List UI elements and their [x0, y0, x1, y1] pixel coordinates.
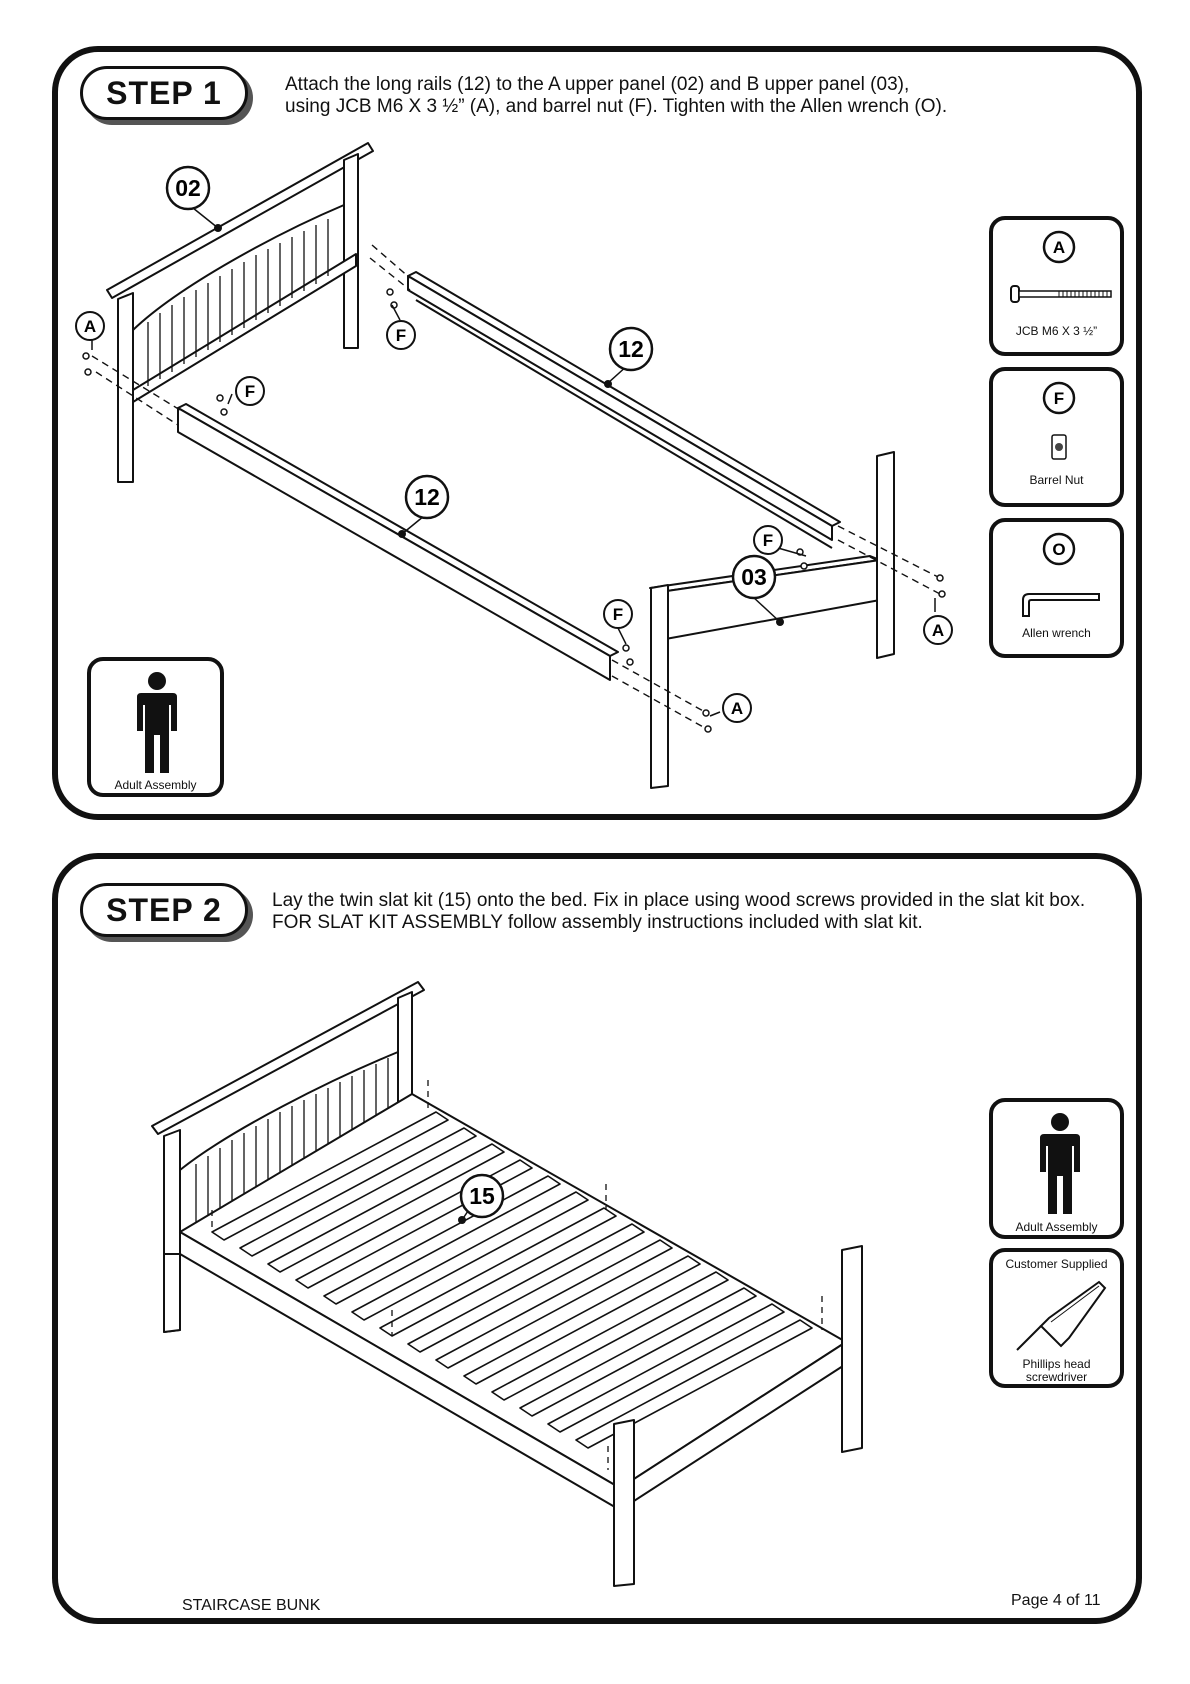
- adult-assembly-label: Adult Assembly: [1015, 1220, 1098, 1234]
- svg-text:F: F: [612, 605, 624, 624]
- svg-text:03: 03: [741, 564, 767, 590]
- svg-text:A: A: [83, 317, 97, 336]
- svg-text:A: A: [1052, 238, 1066, 257]
- svg-text:12: 12: [618, 336, 644, 362]
- customer-supplied-label: Customer Supplied: [1005, 1257, 1108, 1271]
- step2-instruction-line1: Lay the twin slat kit (15) onto the bed. Fix in place using wood screws provided in the slat kit box.: [272, 890, 1086, 911]
- callout-15: [458, 1172, 506, 1220]
- customer-supplied-tool-card: [989, 1248, 1124, 1388]
- svg-text:F: F: [1053, 389, 1065, 408]
- svg-text:A: A: [730, 699, 744, 718]
- step1-instruction-line2: using JCB M6 X 3 ½” (A), and barrel nut (F). Tighten with the Allen wrench (O).: [285, 96, 948, 117]
- svg-text:F: F: [244, 382, 256, 401]
- adult-assembly-label: Adult Assembly: [114, 778, 197, 792]
- screwdriver-icon: [1011, 1276, 1111, 1356]
- svg-text:O: O: [1052, 540, 1066, 559]
- allen-wrench-label: Allen wrench: [1022, 626, 1091, 640]
- step2-instruction-line2: FOR SLAT KIT ASSEMBLY follow assembly instructions included with slat kit.: [272, 912, 923, 933]
- phillips-screwdriver-label: [993, 1358, 1120, 1384]
- svg-text:F: F: [762, 531, 774, 550]
- barrel-nut-label: Barrel Nut: [1029, 473, 1084, 487]
- product-name: STAIRCASE BUNK: [182, 1597, 321, 1614]
- adult-assembly-badge-step2: [989, 1098, 1124, 1239]
- phillips-label-line2: screwdriver: [1025, 1370, 1088, 1384]
- step1-instruction-line1: Attach the long rails (12) to the A upper panel (02) and B upper panel (03),: [285, 74, 910, 95]
- svg-text:12: 12: [414, 484, 440, 510]
- phillips-label-line1: Phillips head: [1022, 1357, 1091, 1371]
- svg-text:A: A: [931, 621, 945, 640]
- step1-title: STEP 1: [80, 66, 248, 120]
- person-icon: [1038, 1112, 1082, 1216]
- svg-text:15: 15: [469, 1183, 495, 1209]
- svg-text:F: F: [395, 326, 407, 345]
- bolt-label: JCB M6 X 3 ½”: [1015, 324, 1098, 338]
- svg-text:02: 02: [175, 175, 201, 201]
- page-number: Page 4 of 11: [1011, 1592, 1101, 1609]
- step2-title: STEP 2: [80, 883, 248, 937]
